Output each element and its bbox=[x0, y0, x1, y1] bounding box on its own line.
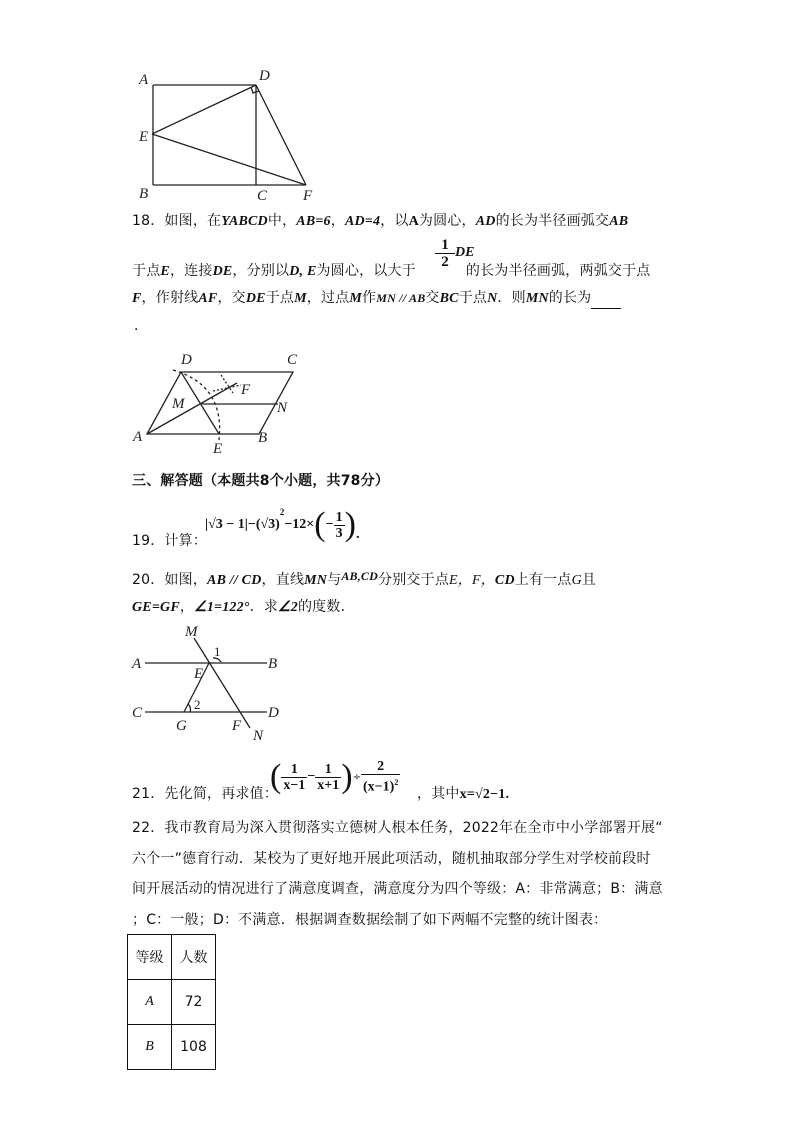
figure-q18-parallelogram bbox=[125, 345, 315, 460]
parallel-lines bbox=[145, 638, 267, 728]
count-cell: 72 bbox=[172, 980, 216, 1025]
text: 作 bbox=[362, 290, 377, 306]
label-N: N bbox=[253, 728, 264, 744]
text: ．则 bbox=[497, 290, 526, 306]
label-A: A bbox=[132, 656, 142, 672]
frac-numerator: 1 bbox=[315, 762, 341, 778]
question-number: 20． bbox=[132, 572, 165, 588]
math-n: N bbox=[487, 291, 498, 306]
text: 为圆心， bbox=[418, 213, 476, 229]
math-ab-cd: AB,CD bbox=[341, 569, 379, 583]
grade-table bbox=[127, 934, 216, 1070]
frac-numerator: 1 bbox=[281, 762, 307, 778]
label-G: G bbox=[176, 718, 187, 734]
text: ，分别以 bbox=[232, 263, 290, 279]
paren-right: ) bbox=[344, 506, 356, 543]
period: . bbox=[505, 787, 510, 802]
answer-blank[interactable] bbox=[591, 294, 621, 309]
math-exponent: 2 bbox=[394, 778, 399, 788]
text: ，交 bbox=[217, 290, 246, 306]
label-angle2: 2 bbox=[194, 697, 201, 712]
math-fraction bbox=[334, 510, 345, 541]
math-e-f: E，F， bbox=[449, 573, 495, 588]
text: 的长为 bbox=[548, 290, 592, 306]
math-ad: AD=4 bbox=[344, 214, 381, 229]
label-F: F bbox=[232, 718, 242, 734]
paren-right: ) bbox=[341, 758, 353, 795]
figure-q17-square bbox=[130, 62, 330, 207]
text: 如图， bbox=[164, 572, 208, 588]
math-af: AF bbox=[198, 291, 218, 306]
frac-numerator: 1 bbox=[435, 237, 455, 254]
label-B: B bbox=[139, 186, 149, 202]
math-mn: MN bbox=[525, 291, 549, 306]
q20-line2 bbox=[132, 597, 355, 618]
square-abcd-lines bbox=[152, 85, 306, 185]
text: 的长为半径画弧交 bbox=[495, 213, 610, 229]
label-N: N bbox=[277, 400, 288, 416]
trailing-period: ． bbox=[134, 318, 149, 334]
math-de: DE bbox=[455, 245, 475, 260]
q21-prompt bbox=[132, 784, 278, 804]
label-C: C bbox=[257, 188, 268, 204]
math-parallelogram: YABCD bbox=[221, 214, 268, 229]
q20-line1 bbox=[132, 566, 596, 591]
math-sqrt-paren: (√3) bbox=[255, 517, 280, 532]
math-multiply: −12× bbox=[284, 517, 315, 532]
table-header-row bbox=[128, 935, 216, 980]
math-bc: BC bbox=[439, 291, 459, 306]
math-m: M bbox=[294, 291, 307, 306]
table-header: 等级 bbox=[128, 935, 172, 980]
label-M: M bbox=[185, 624, 198, 640]
label-C: C bbox=[287, 352, 298, 368]
text: 如图，在 bbox=[164, 213, 222, 229]
text: 于点 bbox=[458, 290, 488, 306]
label-A: A bbox=[133, 429, 143, 445]
q18-line2 bbox=[132, 261, 651, 282]
math-fraction bbox=[315, 762, 341, 793]
q18-line1 bbox=[132, 211, 628, 232]
section-heading: 三、解答题（本题共8个小题，共78分） bbox=[132, 473, 390, 489]
q22-line: 22．我市教育局为深入贯彻落实立德树人根本任务，2022年在全市中小学部署开展“ bbox=[132, 820, 663, 836]
question-number: 19． bbox=[132, 533, 165, 549]
math-minus: − bbox=[325, 517, 334, 532]
text: ，其中 bbox=[417, 786, 460, 802]
frac-denominator: x+1 bbox=[317, 777, 340, 793]
math-ab: AB=6 bbox=[296, 214, 331, 229]
text: 为圆心，以大于 bbox=[316, 263, 416, 279]
frac-denominator: 3 bbox=[335, 525, 343, 541]
math-mn: MN bbox=[304, 573, 328, 588]
math-angle2: ∠2 bbox=[278, 600, 298, 615]
text: 且 bbox=[581, 572, 597, 588]
text: ，过点 bbox=[306, 290, 350, 306]
label-angle1: 1 bbox=[214, 644, 221, 659]
frac-denominator-base: (x−1) bbox=[363, 779, 395, 795]
text: ， bbox=[330, 213, 345, 229]
label-M: M bbox=[172, 396, 185, 412]
math-fraction bbox=[361, 759, 400, 795]
text: ．求 bbox=[249, 599, 279, 615]
text: 先化简，再求值： bbox=[164, 786, 279, 802]
parallelogram-lines bbox=[147, 370, 293, 440]
q22-line: 间开展活动的情况进行了满意度调查，满意度分为四个等级：A：非常满意；B：满意 bbox=[132, 881, 663, 897]
math-divide: ÷ bbox=[352, 771, 361, 783]
q18-fraction bbox=[435, 237, 455, 270]
math-abs: |√3 − 1| bbox=[205, 517, 248, 532]
table-row bbox=[128, 1025, 216, 1070]
math-d-e: D, E bbox=[289, 264, 317, 279]
label-B: B bbox=[268, 656, 278, 672]
text: ，连接 bbox=[169, 263, 213, 279]
text: 于点 bbox=[265, 290, 295, 306]
q19-prompt bbox=[132, 531, 207, 551]
text: 中， bbox=[267, 213, 297, 229]
q22-line: 六个一”德育行动．某校为了更好地开展此项活动，随机抽取部分学生对学校前段时 bbox=[132, 851, 651, 867]
text: 计算： bbox=[164, 533, 208, 549]
label-E: E bbox=[194, 666, 204, 682]
frac-numerator: 1 bbox=[335, 509, 343, 525]
q21-expression bbox=[270, 757, 400, 797]
math-ab: AB bbox=[609, 214, 629, 229]
label-D: D bbox=[181, 352, 192, 368]
math-de: DE bbox=[212, 264, 233, 279]
math-ad: AD bbox=[475, 214, 496, 229]
label-A: A bbox=[139, 72, 149, 88]
text: ，以 bbox=[380, 213, 409, 229]
math-m: M bbox=[349, 291, 363, 306]
math-ab-parallel-cd: AB // CD bbox=[207, 573, 262, 588]
label-E: E bbox=[213, 441, 223, 457]
label-D: D bbox=[259, 68, 270, 84]
math-minus: − bbox=[247, 517, 256, 532]
math-a: A bbox=[408, 214, 419, 229]
math-minus: − bbox=[307, 769, 316, 784]
paren-left: ( bbox=[270, 758, 282, 795]
figure-q20-parallel-lines bbox=[125, 620, 295, 745]
period: . bbox=[355, 527, 360, 542]
q18-line3 bbox=[132, 288, 621, 309]
math-mn-parallel-ab: MN // AB bbox=[376, 291, 426, 305]
math-f: F bbox=[132, 291, 142, 306]
text: 的度数． bbox=[297, 599, 355, 615]
frac-denominator: x−1 bbox=[283, 777, 306, 793]
text: 的长为半径画弧，两弧交于点 bbox=[465, 263, 651, 279]
frac-numerator: 2 bbox=[361, 759, 400, 775]
frac-denominator: 2 bbox=[441, 254, 449, 270]
label-B: B bbox=[258, 430, 268, 446]
q22-line: ；C：一般；D：不满意．根据调查数据绘制了如下两幅不完整的统计图表： bbox=[132, 912, 608, 928]
table-header: 人数 bbox=[172, 935, 216, 980]
text: ， bbox=[179, 599, 195, 615]
math-exponent: 2 bbox=[279, 507, 285, 517]
math-ge-gf: GE=GF bbox=[132, 600, 180, 615]
math-cd: CD bbox=[494, 573, 515, 588]
math-fraction bbox=[281, 762, 307, 793]
q21-condition bbox=[417, 784, 509, 805]
q19-expression bbox=[205, 507, 359, 543]
grade-cell: B bbox=[128, 1025, 172, 1070]
math-de: DE bbox=[245, 291, 266, 306]
label-F: F bbox=[241, 382, 251, 398]
count-cell: 108 bbox=[172, 1025, 216, 1070]
label-C: C bbox=[132, 705, 143, 721]
text: 分别交于点 bbox=[378, 572, 450, 588]
text: 与 bbox=[327, 572, 342, 588]
math-angle1: ∠1=122° bbox=[194, 600, 250, 615]
label-E: E bbox=[139, 129, 149, 145]
math-e: E bbox=[160, 264, 170, 279]
math-x-value: x=√2−1 bbox=[459, 787, 506, 802]
label-D: D bbox=[268, 705, 279, 721]
table-row bbox=[128, 980, 216, 1025]
text: 于点 bbox=[132, 263, 161, 279]
text: 上有一点 bbox=[514, 572, 572, 588]
label-F: F bbox=[303, 188, 313, 204]
question-number: 18． bbox=[132, 213, 165, 229]
question-number: 21． bbox=[132, 786, 165, 802]
paren-left: ( bbox=[314, 506, 326, 543]
grade-cell: A bbox=[128, 980, 172, 1025]
text: ，作射线 bbox=[141, 290, 199, 306]
math-g: G bbox=[571, 573, 582, 588]
text: ，直线 bbox=[261, 572, 305, 588]
frac-denominator bbox=[361, 775, 400, 795]
text: 交 bbox=[425, 290, 440, 306]
